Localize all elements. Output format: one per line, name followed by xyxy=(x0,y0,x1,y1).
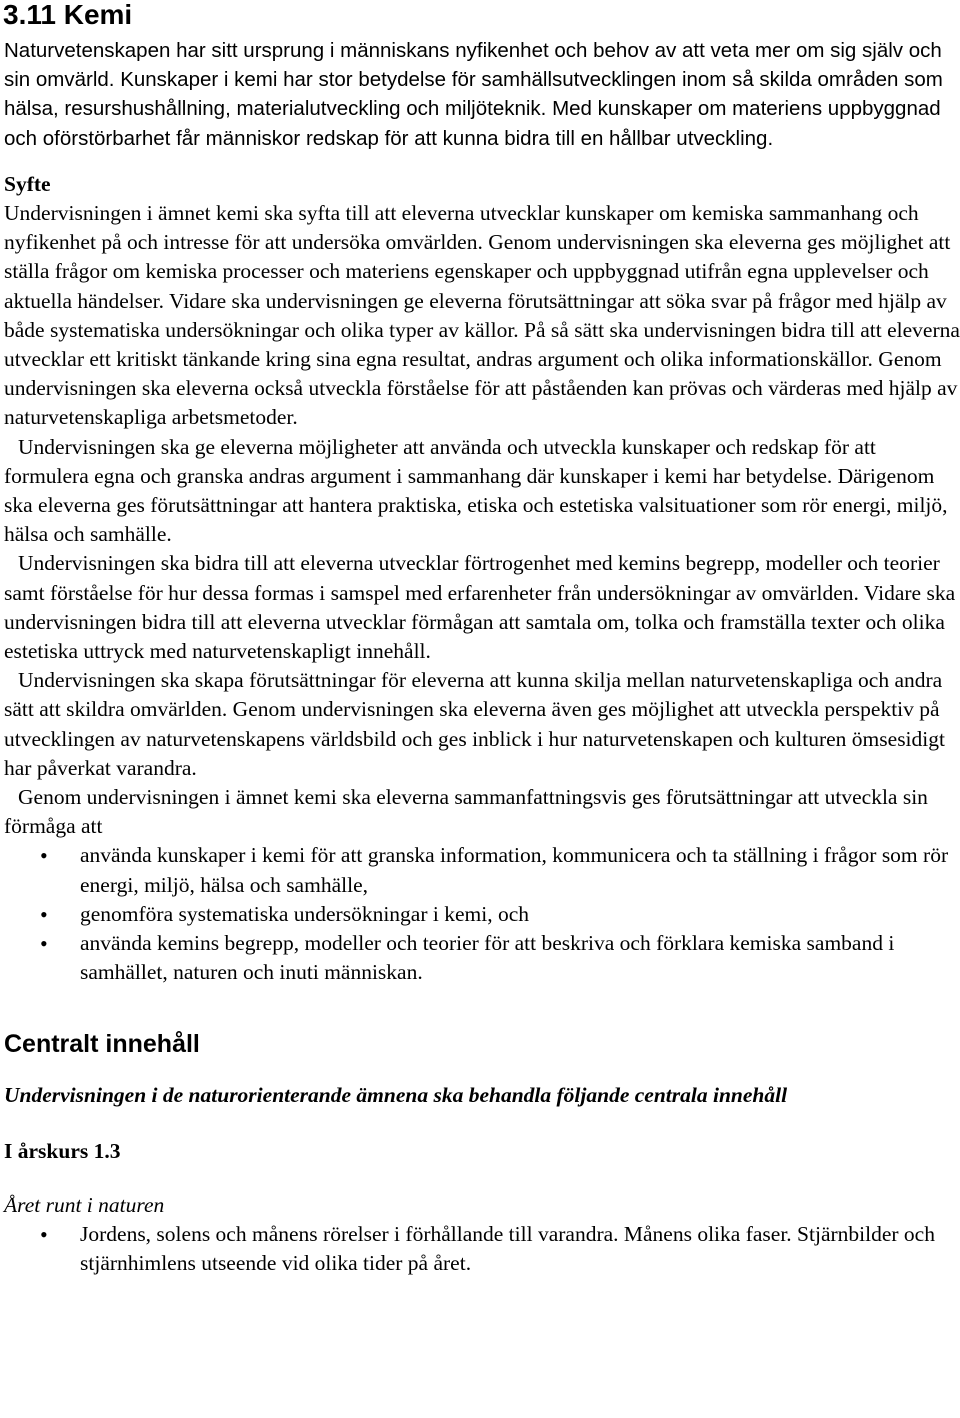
goals-list xyxy=(4,841,960,987)
syfte-text xyxy=(4,199,960,433)
centralt-subheading: Undervisningen i de naturorienterande ämnena ska behandla följande centrala innehåll xyxy=(4,1082,788,1107)
content-item-text: Jordens, solens och månens rörelser i förhållande till varandra. Månens olika faser. Stjärnbilder och stjärnhimlens utseende vid olika tider på året. xyxy=(80,1222,935,1276)
list-item xyxy=(4,929,960,987)
bullet-icon: • xyxy=(40,901,48,927)
syfte-paragraph-8: Genom undervisningen i ämnet kemi ska eleverna sammanfattningsvis ges förutsättningar att utveckla sin förmåga att xyxy=(4,785,928,839)
list-item xyxy=(4,841,960,899)
syfte-paragraph-5: Undervisningen ska ge eleverna möjligheter att använda och utveckla kunskaper och redskap för att formulera egna och granska andras argument i sammanhang där kunskaper i kemi har betydelse. Därigenom ska eleverna ges förutsättningar att hantera praktiska, etiska och estetiska valsituationer som rör energi, miljö, hälsa och samhälle. xyxy=(4,434,948,547)
syfte-paragraph-7: Undervisningen ska skapa förutsättningar för eleverna att kunna skilja mellan naturvetenskapliga och andra sätt att skildra omvärlden. Genom undervisningen ska eleverna även ges möjlighet att utveckla perspektiv på utvecklingen av naturvetenskapens världsbild och ges inblick i hur naturvetenskapen och kulturen ömsesidigt har påverkat varandra. xyxy=(4,668,945,780)
list-item xyxy=(4,1220,960,1278)
syfte-paragraph-6: Undervisningen ska bidra till att eleverna utvecklar förtrogenhet med kemins begrepp, modeller och teorier samt förståelse för hur dessa formas i samspel med erfarenheter från undersökningar av omvärlden. Vidare ska undervisningen bidra till att eleverna utvecklar förmågan att samtala om, tolka och framställa texter och olika estetiska uttryck med naturvetenskapligt innehåll. xyxy=(4,551,956,664)
goal-text: använda kemins begrepp, modeller och teorier för att beskriva och förklara kemiska samband i samhället, naturen och inuti människan. xyxy=(80,931,895,985)
goal-text: använda kunskaper i kemi för att granska information, kommunicera och ta ställning i frågor som rör energi, miljö, hälsa och samhälle, xyxy=(80,843,949,897)
grade-heading: I årskurs 1.3 xyxy=(4,1138,121,1163)
list-item xyxy=(4,900,960,929)
syfte-paragraph-1: Undervisningen i ämnet kemi ska syfta till att eleverna utvecklar kunskaper om kemiska sammanhang och nyfikenhet på och intresse för att undersöka omvärlden. xyxy=(4,201,919,255)
syfte-heading: Syfte xyxy=(4,171,51,196)
goal-text: genomföra systematiska undersökningar i kemi, och xyxy=(80,901,530,926)
bullet-icon: • xyxy=(40,931,48,957)
syfte-paragraph-4: Genom undervisningen ska eleverna också utveckla förståelse för att påståenden kan prövas och värderas med hjälp av naturvetenskapliga arbetsmetoder. xyxy=(4,347,958,430)
syfte-paragraph-3: På så sätt ska undervisningen bidra till att eleverna utvecklar ett kritiskt tänkande kring sina egna resultat, andras argument och olika informationskällor. xyxy=(4,317,960,372)
bullet-icon: • xyxy=(40,1222,48,1248)
centralt-heading: Centralt innehåll xyxy=(4,1029,200,1058)
content-list xyxy=(4,1220,960,1278)
topic-heading: Året runt i naturen xyxy=(4,1192,165,1217)
section-title: 3.11 Kemi xyxy=(3,0,133,30)
bullet-icon: • xyxy=(40,843,48,869)
intro-paragraph: Naturvetenskapen har sitt ursprung i människans nyfikenhet och behov av att veta mer om sig själv och sin omvärld. Kunskaper i kemi har stor betydelse för samhällsutvecklingen inom så skilda områden som hälsa, resurshushållning, materialutveckling och miljöteknik. Med kunskaper om materiens uppbyggnad och oförstörbarhet får människor redskap för att kunna bidra till en hållbar utveckling. xyxy=(4,39,943,150)
syfte-paragraph-2: Genom undervisningen ska eleverna ges möjlighet att ställa frågor om kemiska processer och materiens egenskaper och uppbyggnad utifrån egna upplevelser och aktuella händelser. Vidare ska undervisningen ge eleverna förutsättningar att söka svar på frågor med hjälp av både systematiska undersökningar och olika typer av källor. xyxy=(4,230,951,342)
